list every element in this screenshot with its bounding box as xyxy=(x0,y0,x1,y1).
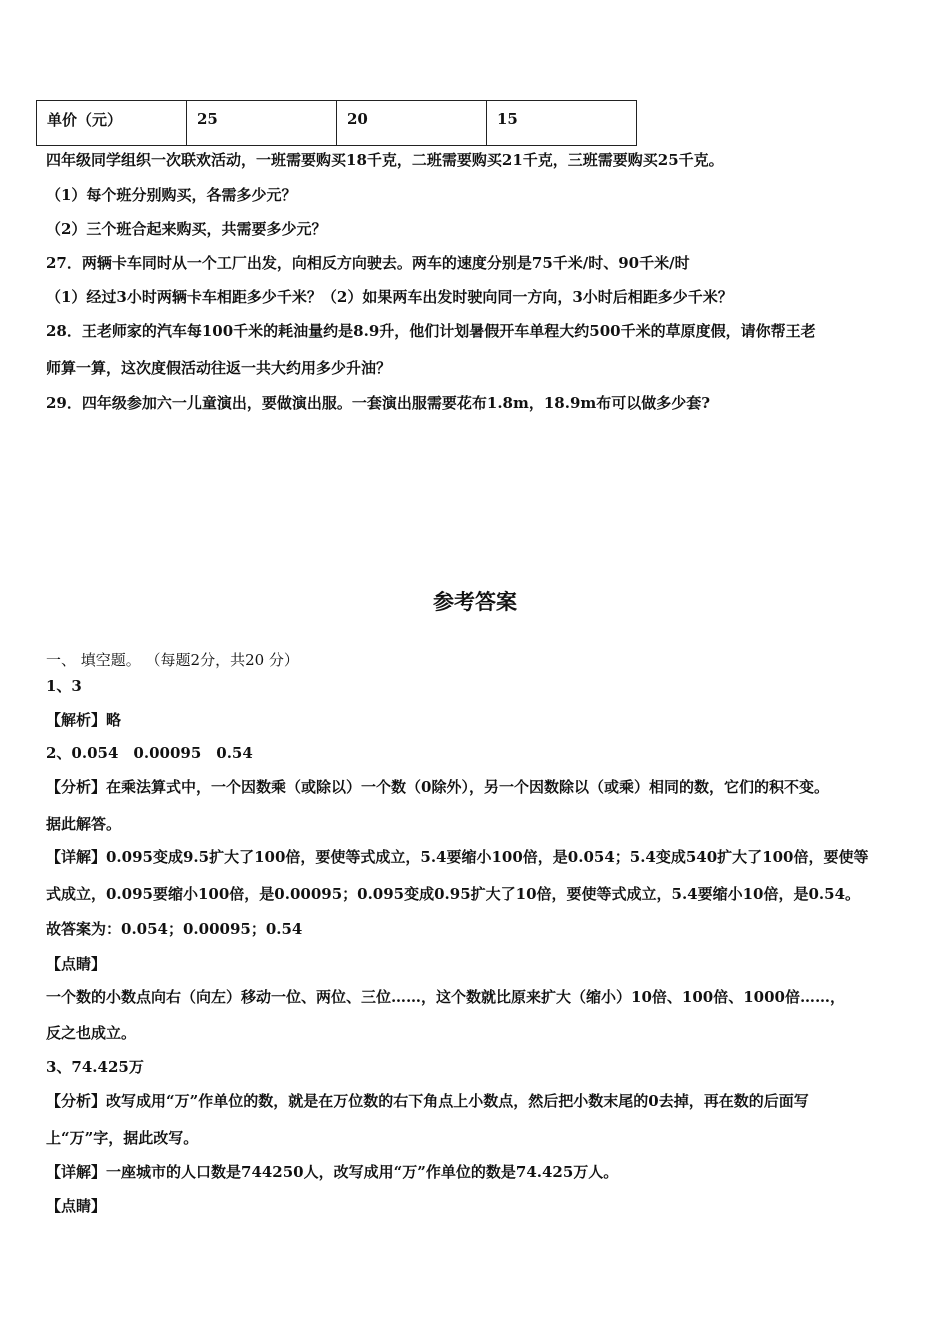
answer-text: 故答案为：0.054；0.00095；0.54 xyxy=(46,920,303,938)
answer-text: 【点睛】 xyxy=(46,955,107,973)
answer-item: 3、74.425万 xyxy=(46,1058,144,1076)
answer-text: 据此解答。 xyxy=(46,815,122,833)
question-text: 师算一算，这次度假活动往返一共大约用多少升油？ xyxy=(46,359,392,377)
answer-text: 【详解】一座城市的人口数是744250人，改写成用“万”作单位的数是74.425万人。 xyxy=(46,1163,619,1181)
table-row xyxy=(37,101,637,146)
answer-text: 式成立，0.095要缩小100倍，是0.00095；0.095变成0.95扩大了10倍，要使等式成立，5.4要缩小10倍，是0.54。 xyxy=(46,885,861,903)
answer-item: 2、0.054 0.00095 0.54 xyxy=(46,744,253,762)
answer-text: 【点睛】 xyxy=(46,1197,107,1215)
question-27: 27．两辆卡车同时从一个工厂出发，向相反方向驶去。两车的速度分别是75千米/时、90千米/时 xyxy=(46,254,690,272)
answer-text: 一个数的小数点向右（向左）移动一位、两位、三位……，这个数就比原来扩大（缩小）10倍、100倍、1000倍……， xyxy=(46,988,845,1006)
answer-text: 【分析】改写成用“万”作单位的数，就是在万位数的右下角点上小数点，然后把小数末尾的0去掉，再在数的后面写 xyxy=(46,1092,809,1110)
answers-title: 参考答案 xyxy=(433,590,517,614)
question-text: （1）每个班分别购买，各需多少元？ xyxy=(46,186,297,204)
table-cell-label: 单价（元） xyxy=(37,101,187,146)
question-28: 28．王老师家的汽车每100千米的耗油量约是8.9升，他们计划暑假开车单程大约500千米的草原度假，请你帮王老 xyxy=(46,322,816,340)
table-cell: 20 xyxy=(337,101,487,146)
table-cell: 15 xyxy=(487,101,637,146)
answer-text: 【分析】在乘法算式中，一个因数乘（或除以）一个数（0除外），另一个因数除以（或乘）相同的数，它们的积不变。 xyxy=(46,778,829,796)
answer-text: 上“万”字，据此改写。 xyxy=(46,1129,199,1147)
answer-text: 【详解】0.095变成9.5扩大了100倍，要使等式成立，5.4要缩小100倍，是0.054；5.4变成540扩大了100倍，要使等 xyxy=(46,848,869,866)
answer-item: 1、3 xyxy=(46,677,82,695)
answer-text: 反之也成立。 xyxy=(46,1024,137,1042)
table-cell: 25 xyxy=(187,101,337,146)
price-table xyxy=(36,100,637,146)
question-text: （2）三个班合起来购买，共需要多少元？ xyxy=(46,220,327,238)
question-text: （1）经过3小时两辆卡车相距多少千米？（2）如果两车出发时驶向同一方向，3小时后相距多少千米？ xyxy=(46,288,733,306)
section-heading: 一、 填空题。 （每题2分，共20 分） xyxy=(46,651,299,669)
question-text: 四年级同学组织一次联欢活动，一班需要购买18千克，二班需要购买21千克，三班需要购买25千克。 xyxy=(46,151,724,169)
answer-text: 【解析】略 xyxy=(46,711,122,729)
question-29: 29．四年级参加六一儿童演出，要做演出服。一套演出服需要花布1.8m，18.9m布可以做多少套? xyxy=(46,394,711,412)
